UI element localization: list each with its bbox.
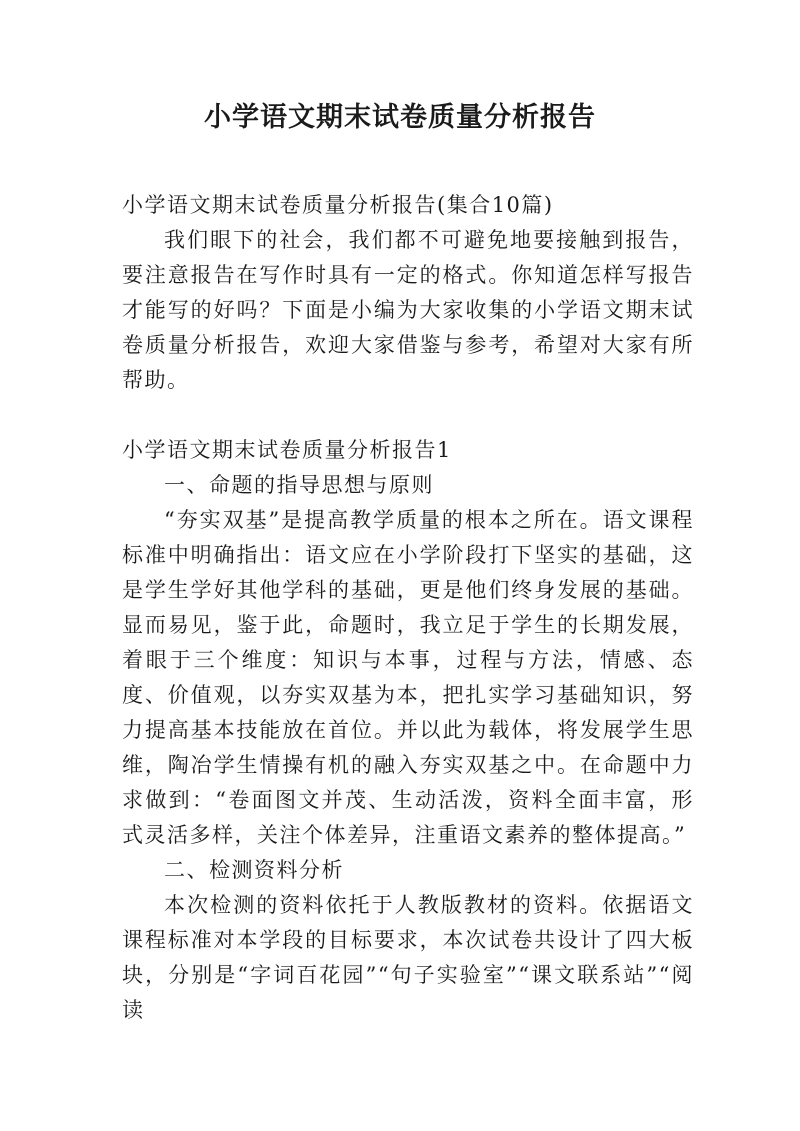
document-subtitle: 小学语文期末试卷质量分析报告(集合10篇) xyxy=(122,193,554,217)
document-body xyxy=(122,188,694,1028)
section-paragraph-2: 本次检测的资料依托于人教版教材的资料。依据语文课程标准对本学段的目标要求，本次试卷共设计了四大板块，分别是“字词百花园”“句子实验室”“课文联系站”“阅读 xyxy=(122,893,694,1022)
report-heading: 小学语文期末试卷质量分析报告1 xyxy=(122,438,452,462)
section-heading-2: 二、检测资料分析 xyxy=(164,858,344,882)
document-title: 小学语文期末试卷质量分析报告 xyxy=(204,102,596,133)
intro-paragraph: 我们眼下的社会，我们都不可避免地要接触到报告，要注意报告在写作时具有一定的格式。你知道怎样写报告才能写的好吗？下面是小编为大家收集的小学语文期末试卷质量分析报告，欢迎大家借鉴与参考，希望对大家有所帮助。 xyxy=(122,228,694,392)
section-heading-1: 一、命题的指导思想与原则 xyxy=(164,473,434,497)
paragraph-spacer xyxy=(122,398,694,433)
section-paragraph-1: “夯实双基”是提高教学质量的根本之所在。语文课程标准中明确指出：语文应在小学阶段打下坚实的基础，这是学生学好其他学科的基础，更是他们终身发展的基础。显而易见，鉴于此，命题时，我立足于学生的长期发展，着眼于三个维度：知识与本事，过程与方法，情感、态度、价值观，以夯实双基为本，把扎实学习基础知识，努力提高基本技能放在首位。并以此为载体，将发展学生思维，陶冶学生情操有机的融入夯实双基之中。在命题中力求做到：“卷面图文并茂、生动活泼，资料全面丰富，形式灵活多样，关注个体差异，注重语文素养的整体提高。” xyxy=(122,508,694,847)
